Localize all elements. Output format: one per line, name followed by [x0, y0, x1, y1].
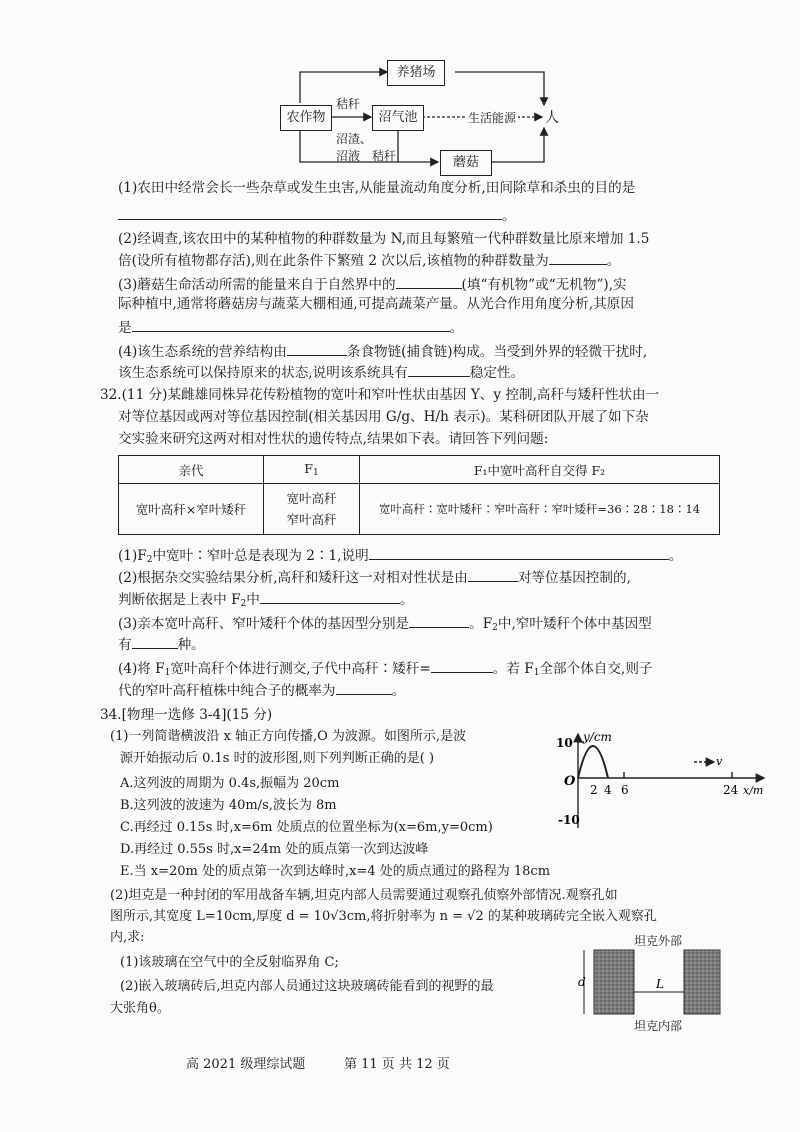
q31-p4-text-b: 条食物链(捕食链)构成。当受到外界的轻微干扰时,	[346, 344, 648, 360]
q31-part1-answer	[118, 205, 516, 225]
answer-blank[interactable]	[396, 274, 462, 289]
tank-outside-label: 坦克外部	[634, 934, 683, 948]
label-liquid: 沼液	[336, 149, 361, 163]
table-header-row	[119, 456, 720, 484]
q32-p1-end: 。	[668, 548, 683, 564]
tank-inside-label: 坦克内部	[634, 1019, 683, 1033]
answer-blank[interactable]	[369, 545, 669, 560]
answer-blank[interactable]	[132, 317, 450, 332]
q32-intro-line2: 对等位基因或两对等位基因控制(相关基因用 G/g、H/h 表示)。某科研团队开展了如下杂	[118, 409, 649, 425]
answer-blank[interactable]	[431, 658, 493, 673]
header-f2: F₁中宽叶高秆自交得 F₂	[360, 456, 720, 484]
q32-p3-b: 。F	[469, 616, 493, 632]
answer-blank[interactable]	[408, 362, 470, 377]
q34-option-d[interactable]: D.再经过 0.55s 时,x=24m 处的质点第一次到达波峰	[120, 842, 429, 857]
q32-p3-d: 有	[118, 637, 132, 653]
answer-blank[interactable]	[468, 567, 518, 582]
x-tick-4: 4	[604, 783, 612, 797]
answer-blank[interactable]	[260, 589, 400, 604]
x-tick-2: 2	[590, 783, 598, 797]
q31-part4-line1	[118, 341, 647, 361]
answer-blank[interactable]	[118, 205, 502, 220]
label-energy: 生活能源	[468, 111, 517, 125]
q32-p3-sub: 2	[492, 623, 498, 633]
q31-p1-text: (1)农田中经常会长一些杂草或发生虫害,从能量流动角度分析,田间除草和杀虫的目的是	[118, 180, 636, 196]
table-row	[119, 484, 720, 535]
thickness-label: d	[578, 975, 586, 989]
answer-blank[interactable]	[336, 680, 392, 695]
q31-p3-end: 。	[449, 320, 464, 336]
answer-blank[interactable]	[409, 613, 469, 628]
q32-p3-a: (3)亲本宽叶高秆、窄叶矮秆个体的基因型分别是	[118, 616, 410, 632]
q32-p4-sub: 1	[164, 668, 171, 678]
q31-p4-text-c: 该生态系统可以保持原来的状态,说明该系统具有	[118, 365, 408, 381]
q32-p2-sub: 2	[240, 599, 247, 609]
cell-f2: 宽叶高秆∶宽叶矮秆∶窄叶高秆∶窄叶矮秆=36∶28∶18∶14	[360, 484, 720, 535]
q32-part2-line2	[118, 589, 413, 613]
node-biogas: 沼气池	[372, 105, 424, 131]
q34-p2-line3: 内,求:	[110, 930, 145, 945]
q32-p2-a: (2)根据杂交实验结果分析,高秆和矮秆这一对相对性状是由	[118, 570, 468, 586]
q34-p2-line2: 图所示,其宽度 L=10cm,厚度 d = 10√3cm,将折射率为 n = √2 的某种玻璃砖完全嵌入观察孔	[110, 909, 657, 924]
q31-p3-text-b: (填“有机物”或“无机物”),实	[461, 277, 627, 293]
y-tick-top: 10	[556, 736, 573, 750]
q34-option-b[interactable]: B.这列波的波速为 40m/s,波长为 8m	[120, 798, 337, 813]
q32-p2-b: 对等位基因控制的,	[517, 570, 631, 586]
q32-p3-c: 中,窄叶矮秆个体中基因型	[497, 616, 652, 632]
q32-p3-e: 种。	[177, 637, 205, 653]
q31-p3-text-c: 是	[118, 320, 132, 336]
q32-intro-line3: 交实验来研究这两对相对性状的遗传特点,结果如下表。请回答下列问题:	[118, 431, 549, 447]
answer-blank[interactable]	[287, 341, 347, 356]
y-axis-label: y/cm	[583, 730, 612, 744]
q32-part2-line1	[118, 567, 631, 587]
q31-part4-line2	[118, 362, 524, 382]
tank-figure	[576, 948, 722, 1016]
q31-part3-line2: 际种植中,通常将蘑菇房与蔬菜大棚相通,可提高蔬菜产量。从光合作用角度分析,其原因	[118, 296, 634, 312]
q31-p4-text-d: 稳定性。	[469, 365, 525, 381]
header-f1-text: F	[304, 461, 313, 476]
q34-option-a[interactable]: A.这列波的周期为 0.4s,振幅为 20cm	[120, 776, 340, 791]
q32-p1-b: 中宽叶∶窄叶总是表现为 2∶1,说明	[152, 548, 369, 564]
x-tick-24: 24	[723, 783, 739, 797]
q31-p2-end: 。	[606, 253, 621, 269]
q32-p4-c: 。若 F	[492, 661, 534, 677]
q31-part3-line3	[118, 317, 463, 337]
q32-p4-a: (4)将 F	[118, 661, 165, 677]
label-straw-bottom: 秸秆	[372, 149, 397, 163]
q31-part2-line2	[118, 250, 620, 270]
header-parent: 亲代	[119, 456, 264, 484]
q34-p1-line1: (1)一列简谐横波沿 x 轴正方向传播,O 为波源。如图所示,是波	[110, 729, 467, 744]
q32-p4-end: 。	[391, 683, 406, 699]
q34-heading: 34.[物理一选修 3-4](15 分)	[100, 707, 273, 723]
width-label: L	[656, 977, 664, 991]
x-tick-6: 6	[621, 783, 629, 797]
q34-p2-line1: (2)坦克是一种封闭的军用战备车辆,坦克内部人员需要通过观察孔侦察外部情况.观察孔如	[110, 888, 618, 903]
footer-title: 高 2021 级理综试题	[186, 1057, 306, 1072]
q32-p4-sub2: 1	[533, 668, 540, 678]
y-tick-bottom: -10	[558, 813, 580, 827]
q31-p1-end: 。	[502, 208, 516, 224]
q34-p1-line2: 源开始振动后 0.1s 时的波形图,则下列判断正确的是( )	[120, 751, 435, 766]
q32-p2-d: 中	[246, 592, 260, 608]
header-f1	[264, 456, 360, 484]
node-crops: 农作物	[280, 105, 332, 131]
wall-left	[594, 950, 634, 1014]
cell-parent: 宽叶高秆×窄叶矮秆	[119, 484, 264, 535]
q32-p4-d: 全部个体自交,则子	[539, 661, 653, 677]
footer-page-number: 第 11 页 共 12 页	[344, 1057, 450, 1072]
velocity-label: v	[716, 755, 723, 768]
q32-intro-line1: 32.(11 分)某雌雄同株异花传粉植物的宽叶和窄叶性状由基因 Y、y 控制,高秆与矮秆性状由一	[100, 387, 660, 403]
q34-option-e[interactable]: E.当 x=20m 处的质点第一次到达峰时,x=4 处的质点通过的路程为 18cm	[120, 864, 551, 879]
q32-p2-c: 判断依据是上表中 F	[118, 592, 241, 608]
origin-label: O	[564, 774, 576, 789]
cell-f1-line2: 窄叶高秆	[286, 512, 337, 527]
q34-p2-q1: (1)该玻璃在空气中的全反射临界角 C;	[120, 955, 339, 970]
x-axis-label: x/m	[743, 784, 764, 797]
label-residue: 沼渣、	[336, 132, 373, 146]
node-human: 人	[545, 110, 559, 126]
q34-p2-q2-line1: (2)嵌入玻璃砖后,坦克内部人员通过这块玻璃砖能看到的视野的最	[120, 979, 494, 994]
q32-part4-line2	[118, 680, 405, 700]
node-pig-farm: 养猪场	[387, 60, 445, 86]
label-straw-top: 秸秆	[336, 97, 361, 111]
q31-part1	[118, 179, 635, 197]
q32-part3-line2	[118, 634, 205, 654]
q34-option-c[interactable]: C.再经过 0.15s 时,x=6m 处质点的位置坐标为(x=6m,y=0cm)	[120, 820, 493, 835]
node-mushroom: 蘑菇	[440, 150, 492, 176]
cell-f1-line1: 宽叶高秆	[286, 491, 337, 506]
q32-part1	[118, 545, 682, 569]
cross-results-table	[118, 455, 720, 535]
q32-p4-e: 代的窄叶高秆植株中纯合子的概率为	[118, 683, 336, 699]
q31-p4-text-a: (4)该生态系统的营养结构由	[118, 344, 287, 360]
q34-p2-q2-line2: 大张角θ。	[110, 1001, 170, 1016]
wall-right	[684, 950, 720, 1014]
q32-p4-b: 宽叶高秆个体进行测交,子代中高秆∶矮秆=	[170, 661, 431, 677]
cell-f1	[264, 484, 360, 535]
q32-p1-a: (1)F	[118, 548, 147, 564]
header-f1-sub: 1	[312, 468, 319, 478]
q32-p2-end: 。	[399, 592, 414, 608]
wave-graph	[556, 728, 772, 832]
q32-part4-line1	[118, 658, 653, 682]
q31-part2-line1: (2)经调查,该农田中的某种植物的种群数量为 N,而且每繁殖一代种群数量比原来增加 1.5	[118, 231, 650, 247]
q31-p2-text: 倍(设所有植物都存活),则在此条件下繁殖 2 次以后,该植物的种群数量为	[118, 253, 549, 269]
answer-blank[interactable]	[132, 634, 178, 649]
q31-part3-line1	[118, 274, 627, 294]
wave-curve	[578, 746, 608, 778]
answer-blank[interactable]	[549, 250, 607, 265]
q32-p1-sub: 2	[146, 555, 153, 565]
q31-p3-text-a: (3)蘑菇生命活动所需的能量来自于自然界中的	[118, 277, 396, 293]
